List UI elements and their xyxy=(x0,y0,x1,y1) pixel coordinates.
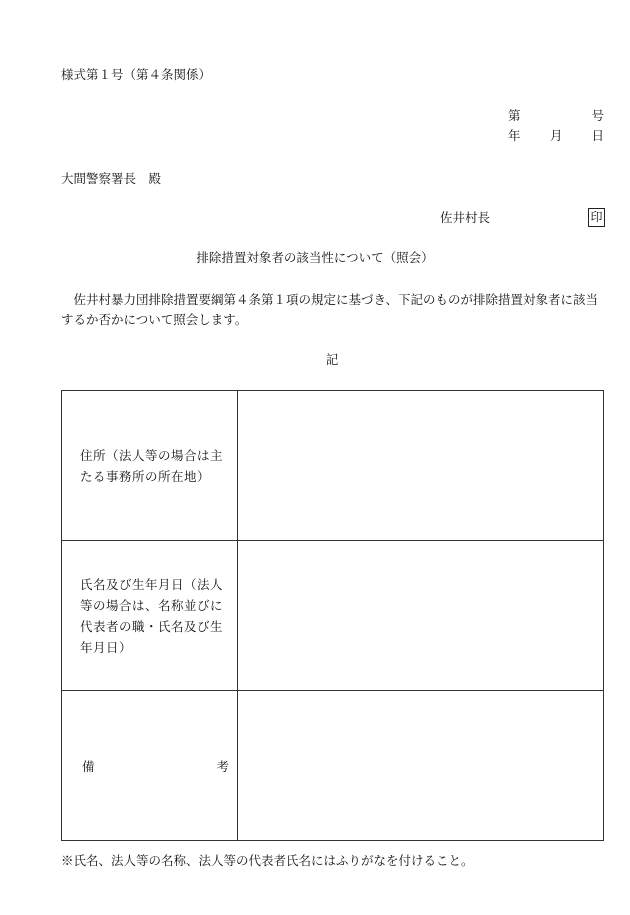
table-row xyxy=(62,691,604,841)
footnote: ※氏名、法人等の名称、法人等の代表者氏名にはふりがなを付けること。 xyxy=(61,853,474,868)
address-label-cell xyxy=(62,391,238,541)
sender-name: 佐井村長 xyxy=(440,210,491,225)
remarks-label-cell xyxy=(62,691,238,841)
document-title: 排除措置対象者の該当性について（照会） xyxy=(196,250,434,265)
date-month: 月 xyxy=(550,128,563,143)
name-birthdate-label: 氏名及び生年月日（法人等の場合は、名称並びに代表者の職・氏名及び生年月日） xyxy=(80,576,224,655)
remarks-label-right: 考 xyxy=(216,758,229,774)
date-day: 日 xyxy=(591,128,604,143)
addressee: 大間警察署長 殿 xyxy=(61,171,162,186)
inquiry-table xyxy=(61,390,604,841)
remarks-label xyxy=(82,757,229,775)
number-prefix: 第 xyxy=(508,108,521,123)
address-label: 住所（法人等の場合は主たる事務所の所在地） xyxy=(80,447,224,484)
date-year: 年 xyxy=(508,128,521,143)
table-row xyxy=(62,541,604,691)
seal-mark: 印 xyxy=(588,208,605,227)
remarks-value-cell[interactable] xyxy=(238,691,604,841)
name-label-cell xyxy=(62,541,238,691)
table-row xyxy=(62,391,604,541)
name-value-cell[interactable] xyxy=(238,541,604,691)
ki-heading: 記 xyxy=(325,352,339,367)
remarks-label-left: 備 xyxy=(82,758,95,774)
number-suffix: 号 xyxy=(591,108,604,123)
address-value-cell[interactable] xyxy=(238,391,604,541)
form-number: 様式第１号（第４条関係） xyxy=(61,67,212,82)
body-text: 佐井村暴力団排除措置要綱第４条第１項の規定に基づき、下記のものが排除措置対象者に該当するか否かについて照会します。 xyxy=(61,292,599,327)
